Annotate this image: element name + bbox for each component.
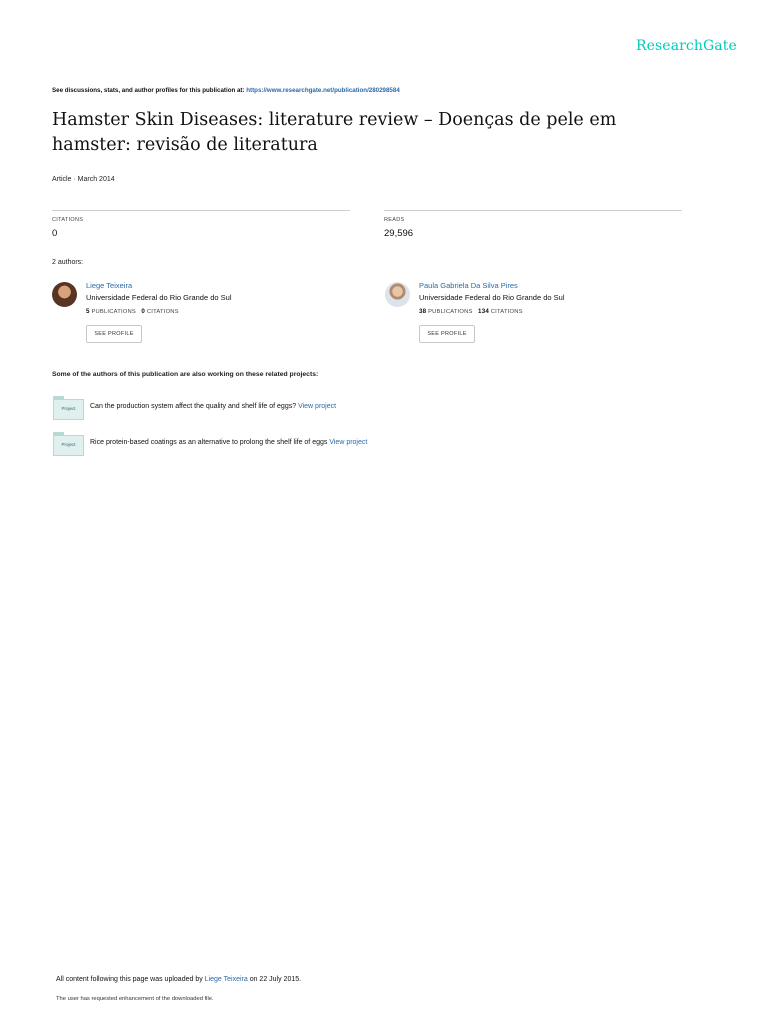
researchgate-logo[interactable]: ResearchGate (636, 38, 737, 54)
project-text: Rice protein-based coatings as an alternative to prolong the shelf life of eggs (90, 439, 328, 446)
author-name-link[interactable]: Liege Teixeira (86, 281, 133, 290)
publications-count: 38 (419, 308, 427, 315)
enhancement-note: The user has requested enhancement of the downloaded file. (56, 996, 214, 1002)
citations-label: CITATIONS (490, 309, 523, 315)
discussion-line (52, 87, 400, 94)
upload-note (56, 976, 301, 983)
author-stats (419, 308, 523, 315)
citations-divider (52, 210, 350, 211)
project-item (90, 439, 367, 446)
project-item (90, 403, 336, 410)
citations-count: 134 (478, 308, 489, 315)
publication-meta: Article · March 2014 (52, 176, 115, 183)
reads-value: 29,596 (384, 228, 414, 239)
project-text: Can the production system affect the quality and shelf life of eggs? (90, 403, 297, 410)
author-institution: Universidade Federal do Rio Grande do Sul (86, 293, 232, 302)
publications-count: 5 (86, 308, 90, 315)
publications-label: PUBLICATIONS (428, 309, 473, 315)
upload-prefix: All content following this page was uploaded by (56, 976, 203, 983)
reads-label: READS (384, 217, 405, 223)
author-name-link[interactable]: Paula Gabriela Da Silva Pires (419, 281, 518, 290)
project-icon-label: Project (61, 442, 76, 447)
view-project-link[interactable]: View project (298, 403, 337, 410)
project-icon-label: Project (61, 406, 76, 411)
reads-divider (384, 210, 682, 211)
uploader-link[interactable]: Liege Teixeira (204, 976, 248, 983)
citations-count: 0 (141, 308, 146, 315)
citations-label: CITATIONS (146, 309, 179, 315)
citations-label: CITATIONS (52, 217, 84, 223)
publication-title: Hamster Skin Diseases: literature review – Doenças de pele em hamster: revisão de literatura (52, 110, 617, 155)
see-profile-button[interactable]: SEE PROFILE (86, 325, 142, 343)
citations-value: 0 (52, 228, 58, 239)
discussion-prefix: See discussions, stats, and author profiles for this publication at: (52, 87, 245, 94)
authors-heading: 2 authors: (52, 259, 84, 266)
see-profile-button[interactable]: SEE PROFILE (419, 325, 475, 343)
author-stats (86, 308, 179, 315)
author-institution: Universidade Federal do Rio Grande do Sul (419, 293, 565, 302)
project-folder-icon (53, 435, 84, 456)
publications-label: PUBLICATIONS (91, 309, 136, 315)
publication-url-link[interactable]: https://www.researchgate.net/publication/280298584 (246, 87, 400, 94)
project-folder-icon (53, 399, 84, 420)
projects-heading: Some of the authors of this publication are also working on these related projects: (52, 371, 319, 378)
avatar[interactable] (385, 282, 410, 307)
upload-date: on 22 July 2015. (249, 976, 302, 983)
avatar[interactable] (52, 282, 77, 307)
view-project-link[interactable]: View project (329, 439, 368, 446)
